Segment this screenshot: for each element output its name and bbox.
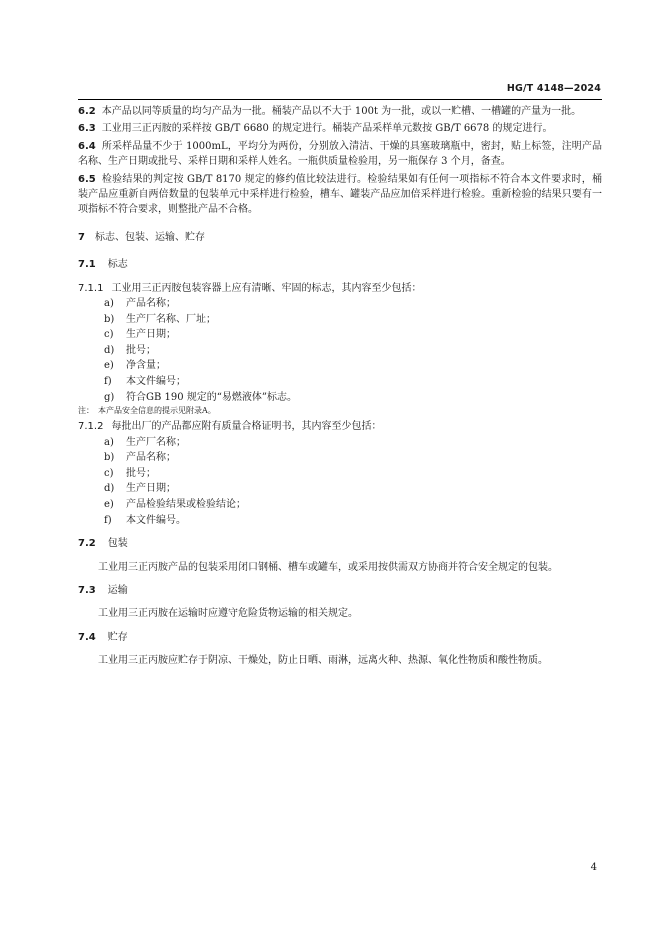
section-title: 包装 (107, 538, 128, 550)
page-content (78, 104, 602, 669)
clause-text: 每批出厂的产品都应附有质量合格证明书，其内容至少包括： (111, 421, 382, 433)
list-item (104, 343, 602, 359)
clause-number: 6.5 (78, 173, 96, 185)
section-7-4-heading (78, 630, 602, 645)
list-item (104, 296, 602, 312)
list-item (104, 481, 602, 497)
storage-text: 工业用三正丙胺应贮存于阴凉、干燥处，防止日晒、雨淋，远离火种、热源、氧化性物质和酸性物质。 (98, 655, 548, 667)
item-label: a) (104, 436, 114, 448)
section-number: 7.3 (78, 585, 96, 596)
section-7-3-heading (78, 583, 602, 598)
clause-number: 6.2 (78, 106, 96, 117)
section-7-1-heading (78, 257, 602, 272)
section-7-2-heading (78, 536, 602, 551)
note-label: 注： (78, 406, 94, 416)
item-label: c) (104, 329, 114, 341)
item-text: 本文件编号。 (126, 514, 186, 526)
clause-text: 检验结果的判定按 GB/T 8170 规定的修约值比较法进行。检验结果如有任何一项指标不符合本文件要求时，桶装产品应重新自两倍数量的包装单元中采样进行检验，槽车、罐装产品应加倍采样进行检验。重新检验的结果只要有一项指标不符合要求，则整批产品不合格。 (78, 173, 602, 216)
item-text: 生产厂名称、厂址； (126, 313, 216, 325)
note (78, 405, 602, 417)
clause-text: 本产品以同等质量的均匀产品为一批。桶装产品以不大于 100t 为一批，或以一贮槽、一槽罐的产量为一批。 (101, 106, 582, 117)
list-item (104, 450, 602, 466)
item-label: b) (104, 313, 115, 325)
section-7-heading (78, 230, 602, 245)
section-title: 标志 (107, 259, 128, 271)
section-title: 运输 (107, 585, 128, 596)
certificate-list (78, 435, 602, 529)
list-item (104, 513, 602, 529)
list-item (104, 390, 602, 406)
clause-6-4 (78, 139, 602, 170)
item-text: 产品名称； (126, 452, 176, 464)
item-label: e) (104, 499, 114, 510)
list-item (104, 374, 602, 390)
item-text: 符合GB 190 规定的“易燃液体”标志。 (126, 391, 298, 403)
item-text: 净含量； (126, 360, 166, 372)
item-label: c) (104, 467, 114, 479)
item-text: 批号； (126, 467, 156, 479)
list-item (104, 497, 602, 513)
item-label: d) (104, 344, 115, 356)
clause-7-1-1 (78, 281, 602, 296)
header-rule (78, 99, 602, 100)
section-title: 贮存 (107, 631, 128, 643)
list-item (104, 327, 602, 343)
clause-6-5 (78, 172, 602, 218)
clause-number: 6.4 (78, 140, 96, 152)
marking-list (78, 296, 602, 405)
item-label: a) (104, 298, 114, 310)
item-text: 产品名称； (126, 298, 176, 310)
transport-text: 工业用三正丙胺在运输时应遵守危险货物运输的相关规定。 (98, 608, 358, 620)
item-text: 生产日期； (126, 483, 176, 495)
item-text: 生产厂名称； (126, 436, 186, 448)
list-item (104, 358, 602, 374)
item-text: 产品检验结果或检验结论； (126, 499, 246, 510)
clause-number: 7.1.2 (78, 421, 104, 433)
clause-text: 工业用三正丙胺包装容器上应有清晰、牢固的标志，其内容至少包括： (111, 282, 422, 294)
packaging-text: 工业用三正丙胺产品的包装采用闭口钢桶、槽车或罐车，或采用按供需双方协商并符合安全规定的包装。 (98, 561, 558, 573)
clause-7-1-2 (78, 419, 602, 434)
clause-6-3 (78, 121, 602, 136)
page-number: 4 (590, 862, 597, 873)
list-item (104, 312, 602, 328)
list-item (104, 466, 602, 482)
item-text: 生产日期； (126, 329, 176, 341)
item-label: g) (104, 391, 115, 403)
item-text: 本文件编号； (126, 376, 186, 388)
list-item (104, 435, 602, 451)
clause-number: 7.1.1 (78, 282, 104, 294)
section-number: 7.2 (78, 538, 96, 550)
clause-6-2 (78, 104, 602, 119)
section-number: 7.1 (78, 259, 96, 271)
item-label: e) (104, 360, 114, 372)
standard-code: HG/T 4148—2024 (506, 83, 601, 94)
clause-number: 6.3 (78, 123, 96, 135)
clause-text: 所采样品量不少于 1000mL，平均分为两份，分别放入清洁、干燥的具塞玻璃瓶中，密封，贴上标签，注明产品名称、生产日期或批号、采样日期和采样人姓名。一瓶供质量检验用，另一瓶保存 3 个月，备查。 (78, 140, 602, 168)
section-number: 7.4 (78, 631, 96, 643)
section-number: 7 (78, 231, 85, 243)
note-text: 本产品安全信息的提示见附录A。 (98, 406, 216, 416)
item-label: f) (104, 514, 112, 526)
item-label: d) (104, 483, 115, 495)
clause-text: 工业用三正丙胺的采样按 GB/T 6680 的规定进行。桶装产品采样单元数按 GB/T 6678 的规定进行。 (101, 123, 553, 135)
section-title: 标志、包装、运输、贮存 (94, 231, 205, 243)
item-text: 批号； (126, 344, 156, 356)
item-label: f) (104, 376, 112, 388)
item-label: b) (104, 452, 115, 464)
